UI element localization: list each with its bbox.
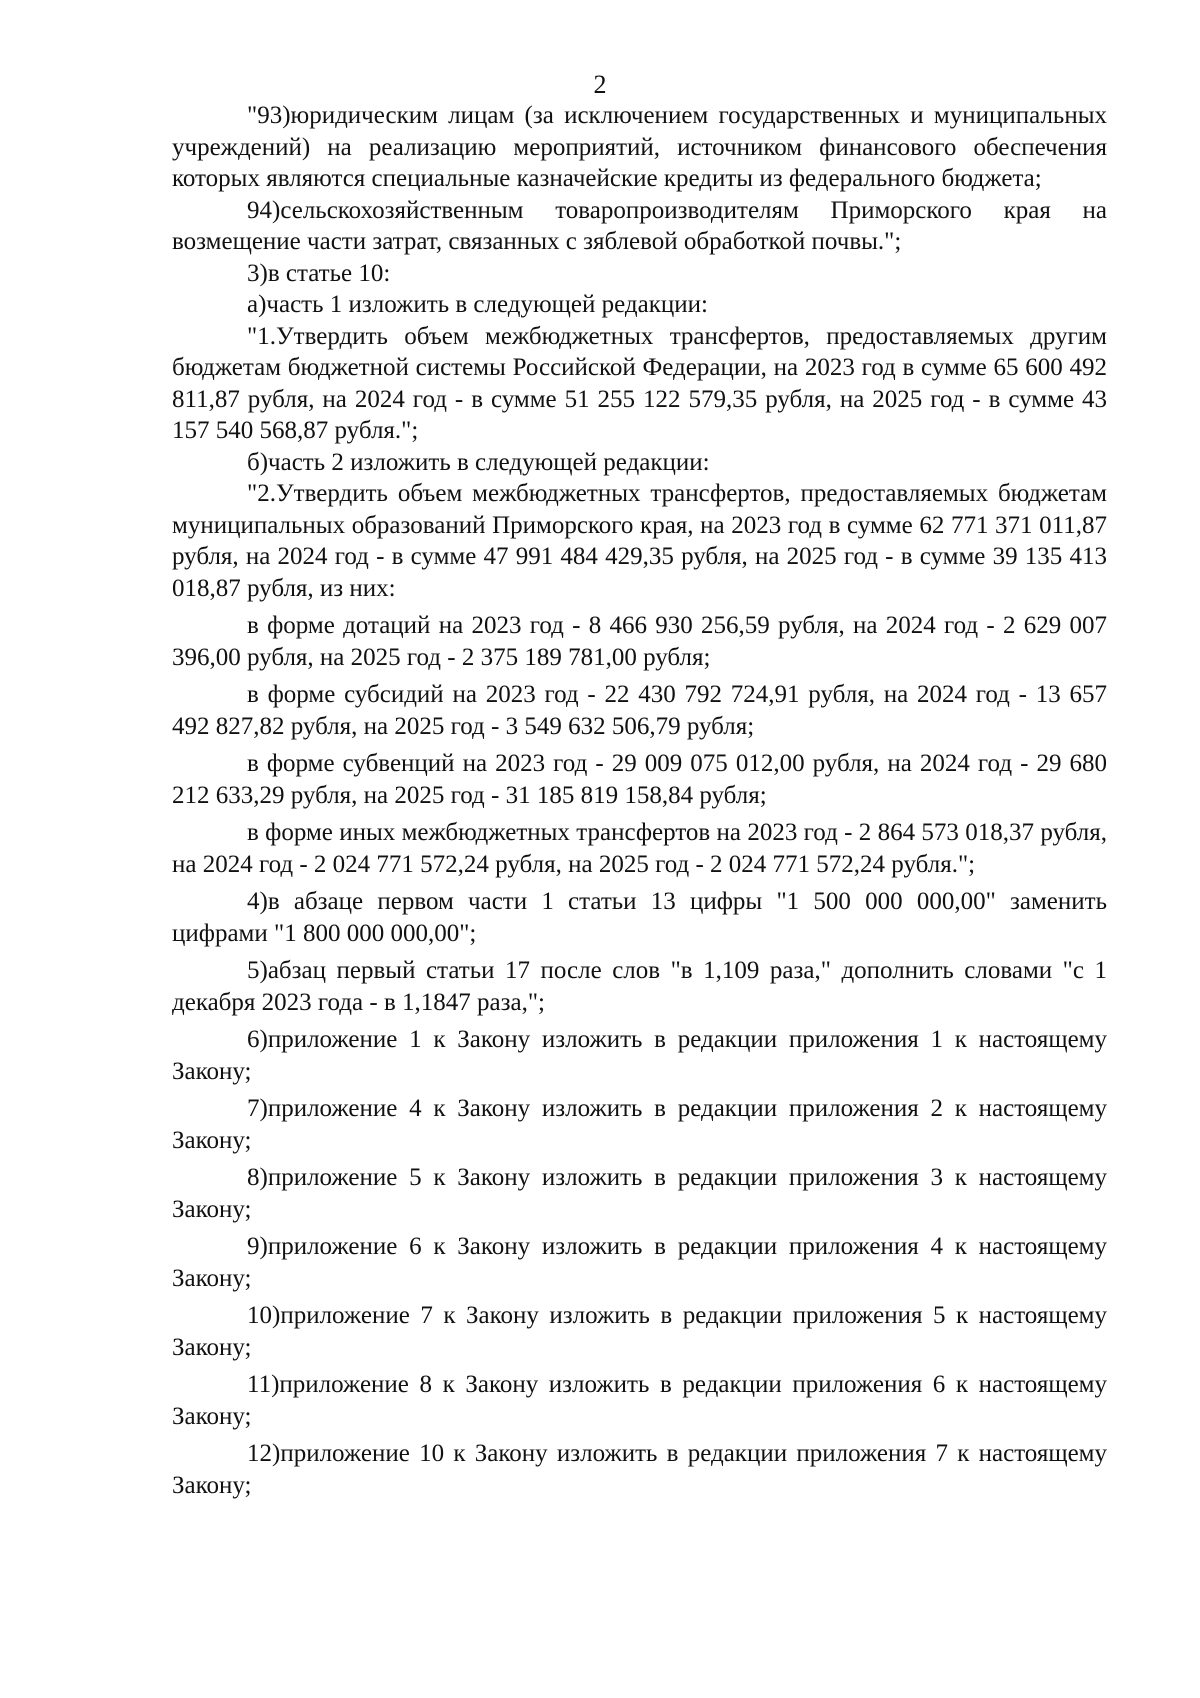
paragraph-article-10: 3)в статье 10:: [247, 259, 391, 287]
paragraph-part-2-text: "2.Утвердить объем межбюджетных трансфертов, предоставляемых бюджетам муниципальных образований Приморского края, на 2023 год в сумме 62 771 371 011,87 рубля, на 2024 год - в сумме 47 991 484 429,35 рубля, на 2025 год - в сумме 39 135 413 018,87 рубля, из них:: [172, 480, 1107, 602]
page-number: 2: [593, 70, 607, 99]
document-body: [172, 100, 1107, 1501]
paragraph-item-7: 7)приложение 4 к Закону изложить в редакции приложения 2 к настоящему Закону;: [172, 1095, 1107, 1154]
paragraph-item-4: 4)в абзаце первом части 1 статьи 13 цифры "1 500 000 000,00" заменить цифрами "1 800 000 000,00";: [172, 888, 1107, 947]
paragraph-subsidies: в форме субсидий на 2023 год - 22 430 792 724,91 рубля, на 2024 год - 13 657 492 827,82 рубля, на 2025 год - 3 549 632 506,79 рубля;: [172, 681, 1107, 740]
paragraph-item-94: 94)сельскохозяйственным товаропроизводителям Приморского края на возмещение части затрат, связанных с зяблевой обработкой почвы.";: [172, 196, 1107, 255]
paragraph-grants: в форме дотаций на 2023 год - 8 466 930 256,59 рубля, на 2024 год - 2 629 007 396,00 рубля, на 2025 год - 2 375 189 781,00 рубля;: [172, 612, 1107, 671]
paragraph-item-12: 12)приложение 10 к Закону изложить в редакции приложения 7 к настоящему Закону;: [172, 1440, 1107, 1499]
paragraph-item-8: 8)приложение 5 к Закону изложить в редакции приложения 3 к настоящему Закону;: [172, 1164, 1107, 1223]
paragraph-other-transfers: в форме иных межбюджетных трансфертов на 2023 год - 2 864 573 018,37 рубля, на 2024 год - 2 024 771 572,24 рубля, на 2025 год - 2 024 771 572,24 рубля.";: [172, 819, 1107, 878]
paragraph-subventions: в форме субвенций на 2023 год - 29 009 075 012,00 рубля, на 2024 год - 29 680 212 633,29 рубля, на 2025 год - 31 185 819 158,84 рубля;: [172, 750, 1107, 809]
paragraph-item-6: 6)приложение 1 к Закону изложить в редакции приложения 1 к настоящему Закону;: [172, 1026, 1107, 1085]
paragraph-item-10: 10)приложение 7 к Закону изложить в редакции приложения 5 к настоящему Закону;: [172, 1302, 1107, 1361]
paragraph-item-11: 11)приложение 8 к Закону изложить в редакции приложения 6 к настоящему Закону;: [172, 1371, 1107, 1430]
paragraph-part-1-intro: а)часть 1 изложить в следующей редакции:: [247, 291, 708, 318]
paragraph-part-1-text: "1.Утвердить объем межбюджетных трансфертов, предоставляемых другим бюджетам бюджетной системы Российской Федерации, на 2023 год в сумме 65 600 492 811,87 рубля, на 2024 год - в сумме 51 255 122 579,35 рубля, на 2025 год - в сумме 43 157 540 568,87 рубля.";: [172, 322, 1107, 444]
paragraph-item-93: "93)юридическим лицам (за исключением государственных и муниципальных учреждений) на реализацию мероприятий, источником финансового обеспечения которых являются специальные казначейские кредиты из федерального бюджета;: [172, 102, 1107, 192]
paragraph-item-5: 5)абзац первый статьи 17 после слов "в 1,109 раза," дополнить словами "с 1 декабря 2023 года - в 1,1847 раза,";: [172, 957, 1107, 1016]
paragraph-part-2-intro: б)часть 2 изложить в следующей редакции:: [247, 448, 710, 476]
paragraph-item-9: 9)приложение 6 к Закону изложить в редакции приложения 4 к настоящему Закону;: [172, 1233, 1107, 1292]
